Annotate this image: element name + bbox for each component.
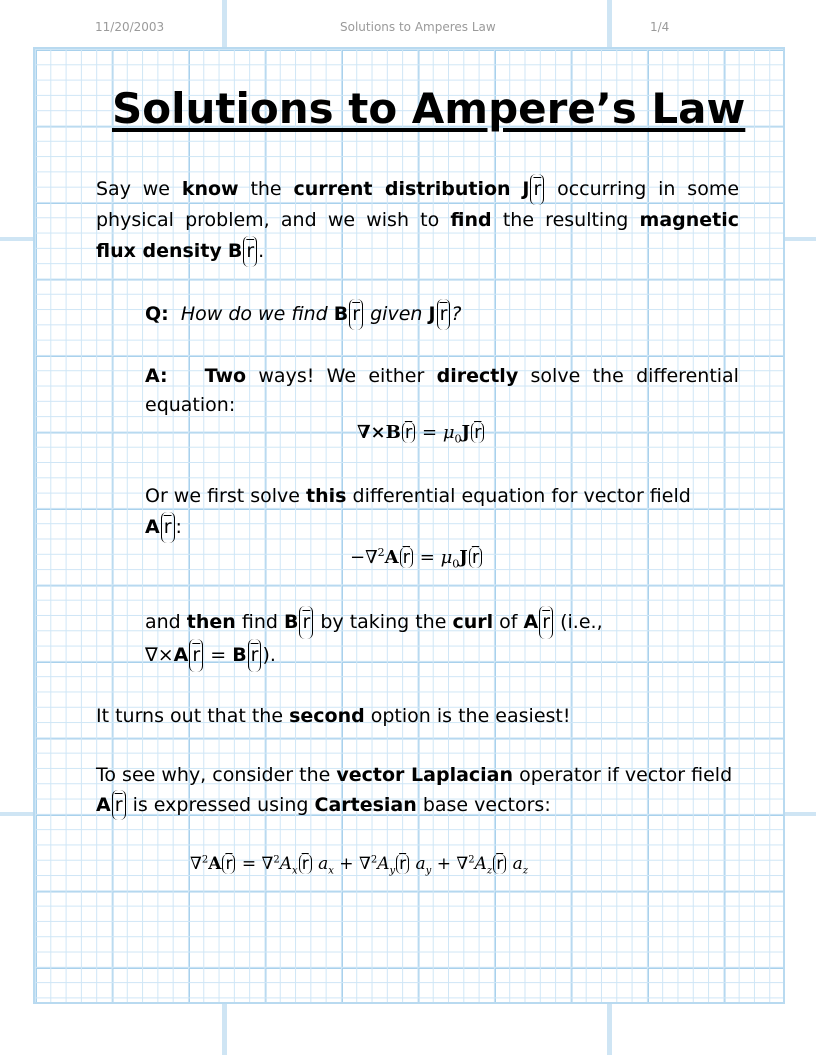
- r-vector: $\overline{r}$: [243, 236, 257, 267]
- text: by taking the: [320, 611, 447, 633]
- text-bold: find: [450, 209, 492, 231]
- mu-symbol: μ: [440, 547, 453, 568]
- symbol-A: A: [384, 547, 399, 568]
- symbol-A: A: [208, 854, 222, 874]
- text-bold: magnetic flux density: [96, 209, 740, 262]
- text: To see why, consider the: [96, 764, 331, 786]
- r-vector: $\overline{r}$: [437, 299, 451, 330]
- r-vector: $\overline{r}$: [189, 639, 203, 672]
- text-bold: Two: [204, 365, 247, 387]
- text: Say we: [96, 178, 170, 200]
- text-bold: curl: [452, 611, 494, 633]
- symbol-A: A: [96, 794, 111, 816]
- text: is expressed using: [132, 794, 309, 816]
- symbol-B: B: [232, 644, 247, 666]
- equation-curl-b: ∇×B $\overline{r} = \mu_0J$ $\overline{r}$: [357, 422, 485, 446]
- text: solve the differential equation:: [145, 365, 739, 416]
- text: ways! We either: [258, 365, 425, 387]
- text: find: [241, 611, 278, 633]
- text: of: [499, 611, 518, 633]
- text: given: [370, 303, 423, 325]
- r-vector: $\overline{r}$: [112, 790, 126, 820]
- r-vector: $\overline{r}$: [530, 174, 544, 205]
- symbol-J: J: [461, 422, 471, 443]
- r-vector: $\overline{r}$: [539, 606, 553, 639]
- symbol-B: B: [284, 611, 299, 633]
- text: It turns out that the: [96, 705, 284, 727]
- curl-operator: ∇×: [145, 644, 174, 666]
- text: the: [250, 178, 282, 200]
- question-label: Q:: [145, 303, 169, 325]
- text: and: [145, 611, 181, 633]
- equation-cartesian-laplacian: ∇$^2$A $\overline{r} = \nabla^2A_x$ $\overline{r}$ $a_x + \nabla^2A_y$ $\overline{r}$ $a_y + \nabla^2A_z$ $\overline{r}$ $a_z$: [190, 854, 529, 877]
- laplacian-paragraph: [96, 760, 746, 820]
- answer-paragraph: [145, 362, 739, 420]
- text: operator if vector field: [519, 764, 733, 786]
- text: How do we find: [180, 303, 328, 325]
- text-bold: vector Laplacian: [336, 764, 514, 786]
- header-title: Solutions to Amperes Law: [340, 20, 496, 34]
- text: differential equation for vector field: [352, 485, 691, 507]
- r-vector: $\overline{r}$: [349, 299, 363, 330]
- r-vector: $\overline{r}$: [161, 512, 175, 543]
- document-title: Solutions to Ampere’s Law: [112, 84, 746, 133]
- text: (i.e.,: [560, 611, 603, 633]
- text-bold: directly: [436, 365, 519, 387]
- r-vector: $\overline{r}$: [469, 547, 482, 568]
- curl-paragraph: and then find B $\overline{r}$ by taking the curl of A $\overline{r}$ (i.e., ∇×A $\overline{r} = B$ $\overline{r}$ ).: [145, 606, 745, 672]
- text: base vectors:: [422, 794, 551, 816]
- text-bold: Cartesian: [314, 794, 417, 816]
- symbol-J: J: [428, 303, 436, 325]
- symbol-B: B: [333, 303, 349, 325]
- r-vector: $\overline{r}$: [471, 422, 484, 443]
- r-vector: $\overline{r}$: [400, 547, 413, 568]
- equals-sign: =: [210, 644, 227, 666]
- equals-sign: =: [419, 547, 435, 568]
- vector-field-paragraph: Or we first solve this differential equation for vector field A $\overline{r}$ :: [145, 481, 745, 543]
- text-bold: know: [181, 178, 239, 200]
- r-vector: $\overline{r}$: [402, 422, 415, 443]
- text-bold: current distribution: [293, 178, 511, 200]
- symbol-B: B: [227, 240, 243, 262]
- text: occurring in some physical problem, and we wish to: [96, 178, 740, 231]
- question-line: Q: How do we find B $\overline{r}$ given J $\overline{r}$ ?: [145, 299, 745, 330]
- symbol-J: J: [522, 178, 530, 200]
- text: Or we first solve: [145, 485, 300, 507]
- symbol-A: A: [173, 644, 189, 666]
- text: option is the easiest!: [370, 705, 571, 727]
- mu-symbol: μ: [442, 422, 455, 443]
- intro-paragraph: Say we know the current distribution J $\overline{r}$ occurring in some physical problem, and we wish to find the resulting magnetic flux density B $\overline{r}$ .: [96, 174, 739, 267]
- text-bold: this: [306, 485, 347, 507]
- symbol-A: A: [523, 611, 539, 633]
- text: the resulting: [502, 209, 629, 231]
- header-page-number: 1/4: [650, 20, 670, 34]
- easiest-option-line: [96, 701, 746, 732]
- curl-B: ∇×B: [357, 422, 401, 443]
- equals-sign: =: [422, 422, 438, 443]
- neg-nabla: −∇: [350, 547, 378, 568]
- equation-laplacian-a: −∇$^2$A $\overline{r} = \mu_0J$ $\overline{r}$: [350, 546, 483, 571]
- r-vector: $\overline{r}$: [299, 606, 313, 639]
- text-bold: then: [186, 611, 236, 633]
- symbol-A: A: [145, 516, 160, 538]
- r-vector: $\overline{r}$: [248, 639, 262, 672]
- symbol-J: J: [459, 547, 468, 568]
- header-date: 11/20/2003: [95, 20, 165, 34]
- answer-label: A:: [145, 365, 168, 387]
- text-bold: second: [289, 705, 365, 727]
